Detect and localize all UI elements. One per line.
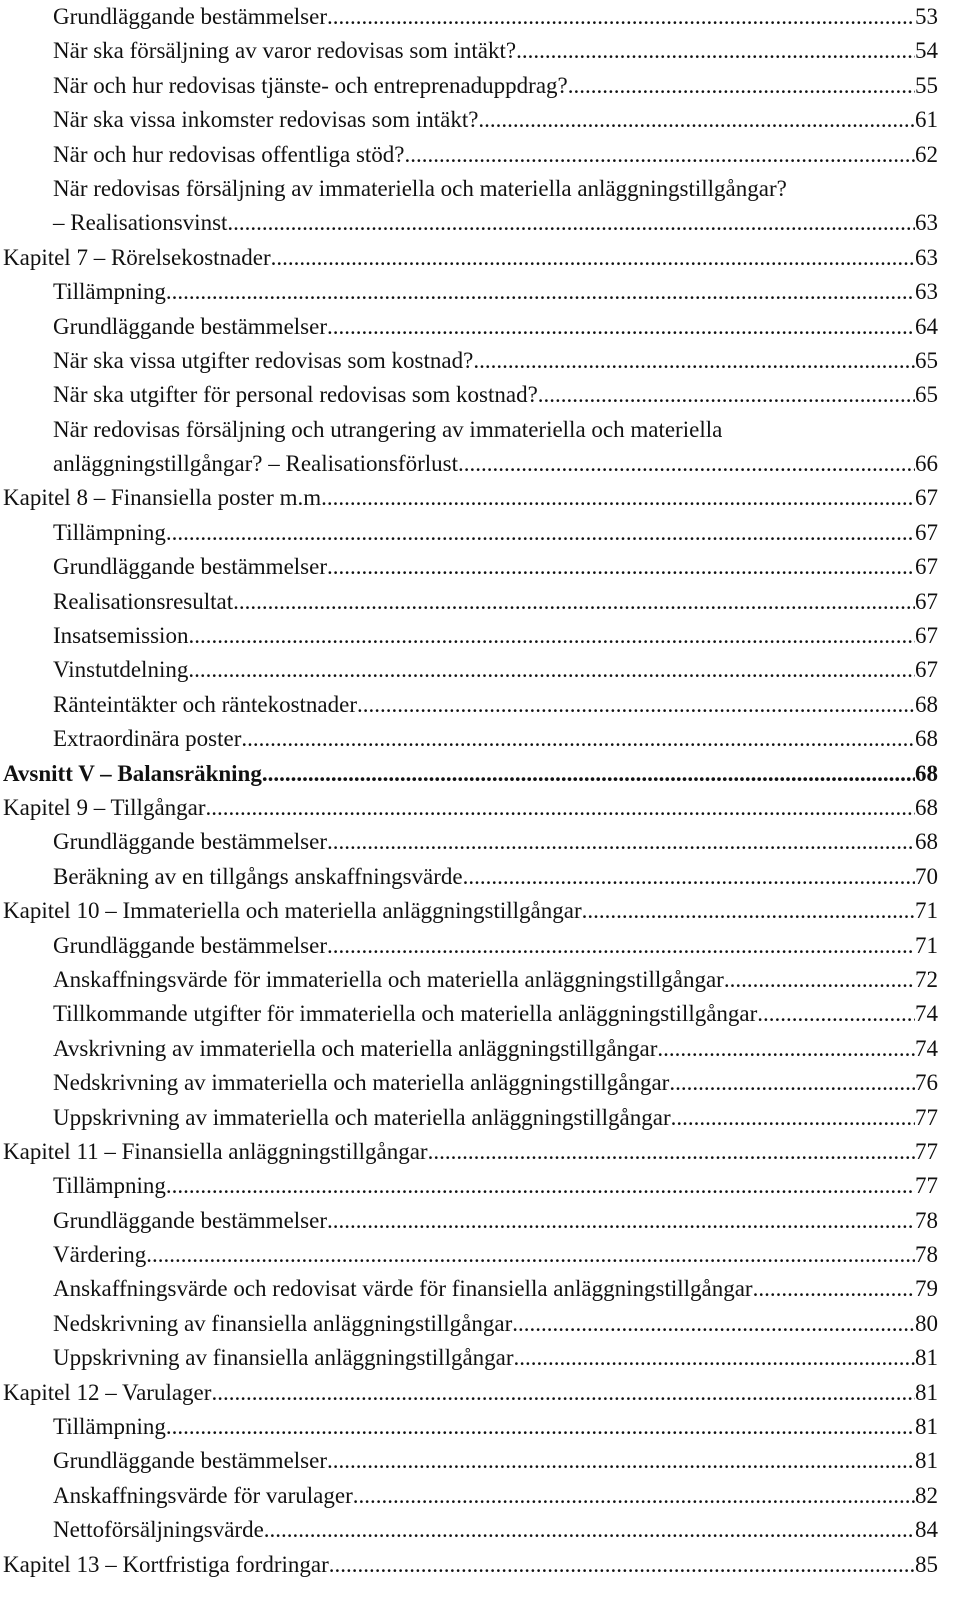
toc-entry-title: Tillämpning [53,1414,166,1440]
toc-entry-title: Anskaffningsvärde för varulager [53,1482,353,1508]
toc-entry-page-number: 85 [915,1551,938,1577]
toc-entry-page-number: 68 [915,794,938,820]
toc-entry-title: När ska försäljning av varor redovisas som intäkt? [53,38,517,64]
dot-leader [582,894,915,928]
toc-entry-section[interactable] [0,585,938,619]
toc-entry-title: Värdering [53,1242,147,1268]
toc-entry-page-number: 63 [915,210,938,236]
dot-leader [478,103,915,137]
toc-entry-page-number: 70 [915,863,938,889]
dot-leader [327,550,915,584]
toc-entry-title: Kapitel 8 – Finansiella poster m.m. [3,485,327,511]
toc-entry-title: Kapitel 12 – Varulager [3,1379,212,1405]
dot-leader [241,722,915,756]
dot-leader [206,791,915,825]
toc-entry-title: Vinstutdelning [53,657,189,683]
dot-leader [166,516,915,550]
dot-leader [353,1479,915,1513]
toc-entry-page-number: 72 [915,966,938,992]
toc-entry-title: Tillkommande utgifter för immateriella och materiella anläggningstillgångar [53,1001,758,1027]
toc-entry-page-number: 54 [915,38,938,64]
toc-entry-title: Anskaffningsvärde för immateriella och materiella anläggningstillgångar [53,966,724,992]
dot-leader [753,1272,915,1306]
toc-entry-section[interactable] [0,516,938,550]
toc-entry-section[interactable] [0,1307,938,1341]
toc-entry-chapter[interactable] [0,1548,938,1582]
dot-leader [463,860,915,894]
toc-entry-section[interactable] [0,34,938,68]
dot-leader [227,206,915,240]
toc-entry-section[interactable] [0,310,938,344]
toc-entry-page-number: 81 [915,1448,938,1474]
toc-entry-chapter[interactable] [0,1135,938,1169]
toc-entry-section[interactable] [0,825,938,859]
toc-entry-title: anläggningstillgångar? – Realisationsförlust [53,451,458,477]
toc-entry-section[interactable] [0,1479,938,1513]
dot-leader [514,1341,915,1375]
toc-entry-page-number: 67 [915,623,938,649]
toc-entry-page-number: 76 [915,1070,938,1096]
toc-entry-page-number: 61 [915,107,938,133]
toc-entry-chapter[interactable] [0,241,938,275]
dot-leader [327,929,915,963]
dot-leader [568,69,915,103]
toc-entry-page-number: 63 [915,244,938,270]
toc-entry-title: Grundläggande bestämmelser [53,4,327,29]
toc-entry-title: Realisationsresultat [53,588,234,614]
toc-entry-page-number: 79 [915,1276,938,1302]
toc-entry-title: Avskrivning av immateriella och materiella anläggningstillgångar [53,1035,658,1061]
toc-entry-section[interactable] [0,413,938,447]
toc-entry-chapter[interactable] [0,894,938,928]
toc-entry-section[interactable] [0,997,938,1031]
toc-entry-title: Tillämpning [53,1173,166,1199]
toc-entry-page-number: 81 [915,1414,938,1440]
toc-entry-title: Uppskrivning av finansiella anläggningstillgångar [53,1345,514,1371]
toc-entry-section[interactable] [0,619,938,653]
toc-entry-title: Grundläggande bestämmelser [53,1448,327,1474]
toc-entry-chapter[interactable] [0,1376,938,1410]
dot-leader [262,757,915,791]
dot-leader [233,585,915,619]
dot-leader [757,997,915,1031]
toc-entry-section[interactable] [0,275,938,309]
toc-entry-title: Grundläggande bestämmelser [53,313,327,339]
toc-entry-title: Avsnitt V – Balansräkning [3,760,262,786]
toc-entry-page-number: 67 [915,519,938,545]
dot-leader [166,1410,915,1444]
toc-entry-title: Nettoförsäljningsvärde [53,1517,264,1543]
toc-entry-chapter[interactable] [0,481,938,515]
toc-entry-section[interactable] [0,550,938,584]
toc-entry-page-number: 74 [915,1035,938,1061]
dot-leader [271,241,915,275]
toc-entry-section[interactable] [0,344,938,378]
dot-leader [327,1204,915,1238]
toc-entry-section[interactable] [0,963,938,997]
dot-leader [166,1169,915,1203]
toc-entry-title: När redovisas försäljning av immateriella och materiella anläggningstillgångar? [53,175,787,201]
toc-entry-section[interactable] [0,1272,938,1306]
dot-leader [671,1101,915,1135]
toc-entry-page-number: 78 [915,1207,938,1233]
toc-entry-page-number: 67 [915,657,938,683]
toc-entry-section[interactable] [0,722,938,756]
toc-entry-page-number: 71 [915,898,938,924]
toc-entry-title: Grundläggande bestämmelser [53,1207,327,1233]
toc-entry-title: Grundläggande bestämmelser [53,829,327,855]
dot-leader [327,1444,915,1478]
dot-leader [473,344,915,378]
toc-entry-title: Grundläggande bestämmelser [53,932,327,958]
dot-leader [188,653,915,687]
toc-entry-title: När redovisas försäljning och utrangering av immateriella och materiella [53,416,723,442]
toc-entry-section[interactable] [0,1410,938,1444]
toc-entry-title: Kapitel 11 – Finansiella anläggningstillgångar [3,1138,428,1164]
toc-entry-page-number: 71 [915,932,938,958]
dot-leader [724,963,915,997]
toc-entry-section[interactable] [0,1169,938,1203]
dot-leader [405,138,915,172]
toc-entry-page-number: 77 [915,1104,938,1130]
toc-entry-section[interactable] [0,1238,938,1272]
toc-entry-page-number: 67 [915,485,938,511]
toc-entry-title: Extraordinära poster [53,726,242,752]
toc-entry-page-number: 81 [915,1379,938,1405]
toc-entry-page-number: 68 [915,691,938,717]
toc-entry-section[interactable] [0,1513,938,1547]
toc-entry-section[interactable] [0,1066,938,1100]
toc-entry-page-number: 77 [915,1138,938,1164]
toc-entry-title: När ska vissa utgifter redovisas som kostnad? [53,347,474,373]
toc-entry-page-number: 66 [915,451,938,477]
dot-leader [458,447,915,481]
dot-leader [327,0,915,34]
toc-entry-title: Anskaffningsvärde och redovisat värde för finansiella anläggningstillgångar [53,1276,753,1302]
toc-entry-section[interactable] [0,172,938,206]
toc-entry-page-number: 68 [915,726,938,752]
toc-entry-page-number: 62 [915,141,938,167]
dot-leader [428,1135,915,1169]
toc-entry-section[interactable] [0,860,938,894]
toc-entry-section[interactable] [0,1444,938,1478]
dot-leader [188,619,915,653]
toc-entry-section[interactable] [0,1032,938,1066]
toc-entry-section[interactable] [0,447,938,481]
toc-entry-section[interactable] [0,0,938,34]
toc-entry-title: Ränteintäkter och räntekostnader [53,691,357,717]
dot-leader [329,1548,915,1582]
toc-entry-title: När ska utgifter för personal redovisas som kostnad? [53,382,538,408]
toc-entry-title: När och hur redovisas tjänste- och entreprenaduppdrag? [53,72,568,98]
toc-entry-title: Uppskrivning av immateriella och materiella anläggningstillgångar [53,1104,671,1130]
toc-entry-page-number: 82 [915,1482,938,1508]
toc-entry-section[interactable] [0,103,938,137]
toc-entry-page-number: 64 [915,313,938,339]
toc-entry-title: När ska vissa inkomster redovisas som intäkt? [53,107,479,133]
toc-entry-section[interactable] [0,69,938,103]
toc-entry-chapter[interactable] [0,791,938,825]
dot-leader [657,1032,915,1066]
dot-leader [146,1238,915,1272]
toc-entry-title: Kapitel 10 – Immateriella och materiella anläggningstillgångar [3,898,582,924]
toc-entry-section[interactable] [0,929,938,963]
toc-entry-chapter[interactable] [0,757,938,791]
toc-entry-page-number: 78 [915,1242,938,1268]
toc-entry-section[interactable] [0,138,938,172]
toc-entry-title: Kapitel 13 – Kortfristiga fordringar [3,1551,329,1577]
toc-entry-page-number: 74 [915,1001,938,1027]
dot-leader [327,825,915,859]
toc-entry-title: Tillämpning [53,519,166,545]
toc-entry-page-number: 63 [915,279,938,305]
dot-leader [264,1513,915,1547]
dot-leader [166,275,915,309]
toc-entry-title: Insatsemission [53,623,189,649]
dot-leader [538,378,915,412]
dot-leader [357,688,915,722]
toc-entry-page-number: 65 [915,382,938,408]
dot-leader [327,481,915,515]
toc-entry-title: När och hur redovisas offentliga stöd? [53,141,405,167]
toc-entry-page-number: 55 [915,72,938,98]
toc-entry-title: – Realisationsvinst [53,210,228,236]
toc-entry-page-number: 53 [915,4,938,29]
toc-entry-page-number: 65 [915,347,938,373]
toc-entry-page-number: 84 [915,1517,938,1543]
dot-leader [669,1066,915,1100]
toc-entry-page-number: 80 [915,1310,938,1336]
dot-leader [512,1307,915,1341]
dot-leader [211,1376,915,1410]
toc-entry-section[interactable] [0,1101,938,1135]
toc-entry-page-number: 77 [915,1173,938,1199]
dot-leader [327,310,915,344]
toc-entry-page-number: 81 [915,1345,938,1371]
toc-entry-page-number: 67 [915,588,938,614]
toc-entry-page-number: 68 [915,829,938,855]
toc-entry-title: Kapitel 9 – Tillgångar [3,794,206,820]
toc-entry-title: Grundläggande bestämmelser [53,554,327,580]
toc-entry-page-number: 68 [915,760,938,786]
toc-entry-section[interactable] [0,653,938,687]
toc-entry-title: Nedskrivning av finansiella anläggningstillgångar [53,1310,513,1336]
toc-entry-title: Tillämpning [53,279,166,305]
toc-entry-title: Kapitel 7 – Rörelsekostnader [3,244,271,270]
toc-entry-section[interactable] [0,206,938,240]
toc-entry-page-number: 67 [915,554,938,580]
dot-leader [516,34,915,68]
toc-entry-section[interactable] [0,688,938,722]
toc-entry-section[interactable] [0,378,938,412]
toc-entry-title: Nedskrivning av immateriella och materiella anläggningstillgångar [53,1070,670,1096]
toc-entry-title: Beräkning av en tillgångs anskaffningsvärde [53,863,463,889]
toc-entry-section[interactable] [0,1204,938,1238]
toc-entry-section[interactable] [0,1341,938,1375]
